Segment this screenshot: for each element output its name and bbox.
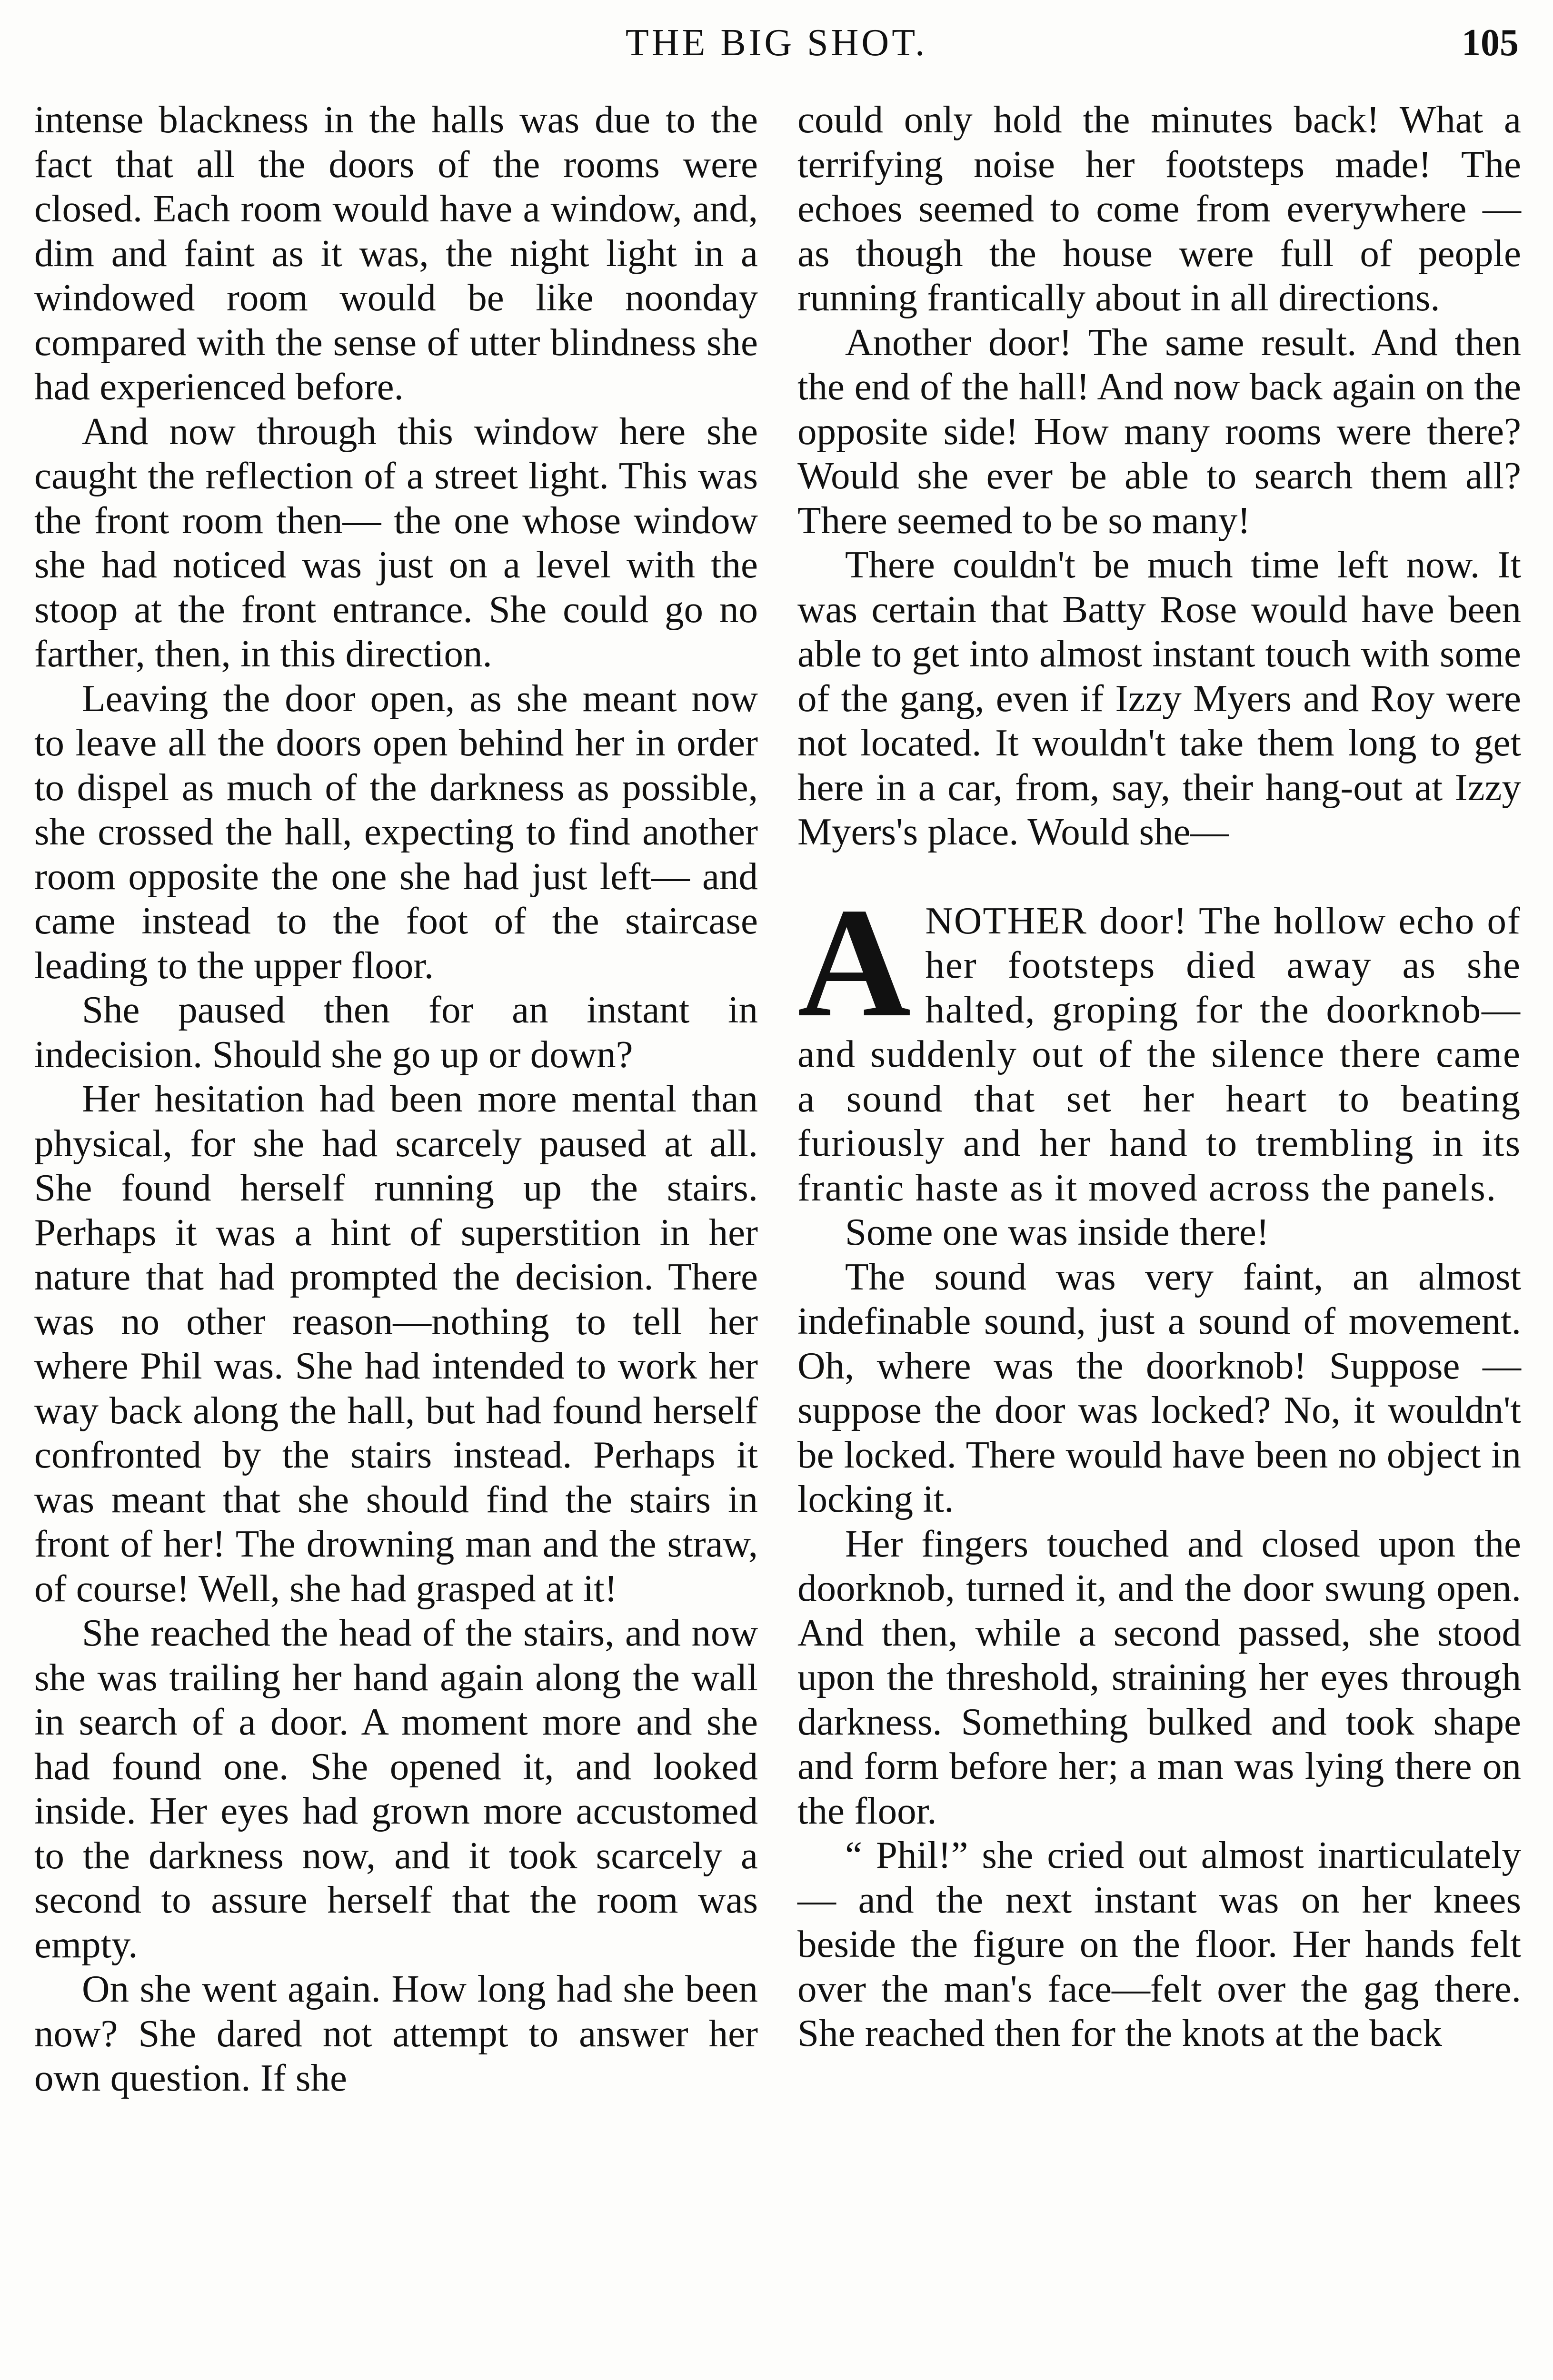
drop-cap-paragraph [797, 875, 1521, 1210]
page-number: 105 [1462, 22, 1519, 64]
left-paragraph-3: Leaving the door open, as she meant now to leave all the doors open behind her in order to dispel as much of the darkness as possible, she crossed the hall, expecting to find another room opposite the one she had just left— and came instead to the foot of the staircase leading to the upper floor. [34, 676, 758, 987]
drop-cap-letter: A [797, 875, 911, 1050]
left-paragraph-2: And now through this window here she caught the reflection of a street light. This was the front room then— the one whose window she had noticed was just on a level with the stoop at the front entrance. She could go no farther, then, in this direction. [34, 409, 758, 675]
right-paragraph-8: “ Phil!” she cried out almost inarticulately — and the next instant was on her knees beside the figure on the floor. Her hands felt over the man's face—felt over the gag there. She reached then for the knots at the back [797, 1834, 1521, 2054]
drop-cap-paragraph-text: NOTHER door! The hollow echo of her footsteps died away as she halted, groping for the doorknob—and suddenly out of the silence there came a sound that set her heart to beating furiously and her hand to trembling in its frantic haste as it moved across the panels. [797, 899, 1521, 1209]
left-paragraph-6: She reached the head of the stairs, and now she was trailing her hand again along the wall in search of a door. A moment more and she had found one. She opened it, and looked inside. Her eyes had grown more accustomed to the darkness now, and it took scarcely a second to assure herself that the room was empty. [34, 1611, 758, 1966]
right-paragraph-2: Another door! The same result. And then the end of the hall! And now back again on the opposite side! How many rooms were there? Would she ever be able to search them all? There seemed to be so many! [797, 320, 1521, 542]
page-header [0, 14, 1553, 76]
left-paragraph-7: On she went again. How long had she been now? She dared not attempt to answer her own question. If she [34, 1967, 758, 2099]
left-column [34, 98, 758, 2101]
right-paragraph-3: There couldn't be much time left now. It was certain that Batty Rose would have been able to get into almost instant touch with some of the gang, even if Izzy Myers and Roy were not located. It wouldn't take them long to get here in a car, from, say, their hang-out at Izzy Myers's place. Would she— [797, 543, 1521, 853]
right-paragraph-6: The sound was very faint, an almost indefinable sound, just a sound of movement. Oh, where was the doorknob! Suppose — suppose the door was locked? No, it wouldn't be locked. There would have been no object in locking it. [797, 1255, 1521, 1520]
right-paragraph-7: Her fingers touched and closed upon the doorknob, turned it, and the door swung open. And then, while a second passed, she stood upon the threshold, straining her eyes through darkness. Something bulked and took shape and form before her; a man was lying there on the floor. [797, 1522, 1521, 1832]
right-paragraph-5: Some one was inside there! [845, 1210, 1269, 1253]
left-paragraph-1: intense blackness in the halls was due to the fact that all the doors of the rooms were closed. Each room would have a window, and, dim and faint as it was, the night light in a windowed room would be like noonday compared with the sense of utter blindness she had experienced before. [34, 98, 758, 408]
running-title: THE BIG SHOT. [625, 22, 928, 64]
left-paragraph-4: She paused then for an instant in indecision. Should she go up or down? [34, 988, 758, 1076]
right-column [797, 98, 1521, 2056]
left-paragraph-5: Her hesitation had been more mental than physical, for she had scarcely paused at all. She found herself running up the stairs. Perhaps it was a hint of superstition in her nature that had prompted the decision. There was no other reason—nothing to tell her where Phil was. She had intended to work her way back along the hall, but had found herself confronted by the stairs instead. Perhaps it was meant that she should find the stairs in front of her! The drowning man and the straw, of course! Well, she had grasped at it! [34, 1077, 758, 1610]
right-paragraph-1: could only hold the minutes back! What a terrifying noise her footsteps made! The echoes seemed to come from everywhere — as though the house were full of people running frantically about in all directions. [797, 98, 1521, 319]
